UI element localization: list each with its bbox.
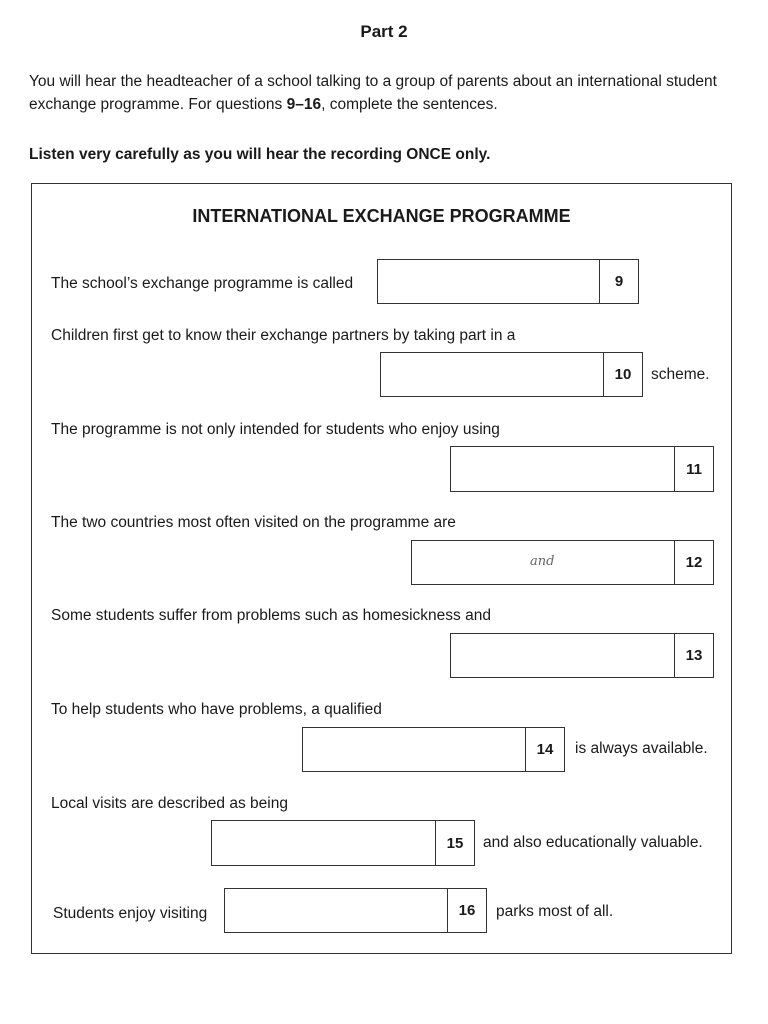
question-16-suffix: parks most of all. [496,903,614,920]
panel-heading: INTERNATIONAL EXCHANGE PROGRAMME [192,206,571,226]
answer-box-16[interactable] [224,888,487,933]
question-number-15: 15 [435,821,474,865]
question-15-prompt: Local visits are described as being [51,795,288,812]
intro-text-after: , complete the sentences. [321,96,498,113]
page-title: Part 2 [360,22,408,41]
question-number-11: 11 [674,447,713,491]
question-14-prompt: To help students who have problems, a qualified [51,701,382,718]
question-12-prompt: The two countries most often visited on the programme are [51,514,456,531]
answer-box-12[interactable] [411,540,714,585]
answer-box-14[interactable] [302,727,565,772]
answer-box-11[interactable] [450,446,714,492]
intro-text-before: You will hear the headteacher of a school talking to a group of parents about an international student exchange programme. For questions [29,73,717,113]
question-15-suffix: and also educationally valuable. [483,834,703,851]
question-number-13: 13 [674,634,713,677]
question-14-suffix: is always available. [575,740,708,757]
question-9-prompt: The school’s exchange programme is called [51,275,354,292]
listening-instruction: Listen very carefully as you will hear the recording ONCE only. [29,146,491,163]
question-10-suffix: scheme. [651,366,710,383]
question-10-prompt: Children first get to know their exchange partners by taking part in a [51,327,516,344]
question-number-10: 10 [603,353,642,396]
answer-box-9[interactable] [377,259,639,304]
answer-box-15[interactable] [211,820,475,866]
question-11-prompt: The programme is not only intended for students who enjoy using [51,421,500,438]
question-number-9: 9 [599,260,638,303]
question-range: 9–16 [286,96,322,113]
question-number-12: 12 [674,541,713,584]
question-number-16: 16 [447,889,486,932]
answer-box-13[interactable] [450,633,714,678]
intro-paragraph [29,70,749,116]
answer-hint-and: and [530,554,555,569]
question-number-14: 14 [525,728,564,771]
question-13-prompt: Some students suffer from problems such as homesickness and [51,607,491,624]
question-16-prompt: Students enjoy visiting [53,905,208,922]
answer-box-10[interactable] [380,352,643,397]
